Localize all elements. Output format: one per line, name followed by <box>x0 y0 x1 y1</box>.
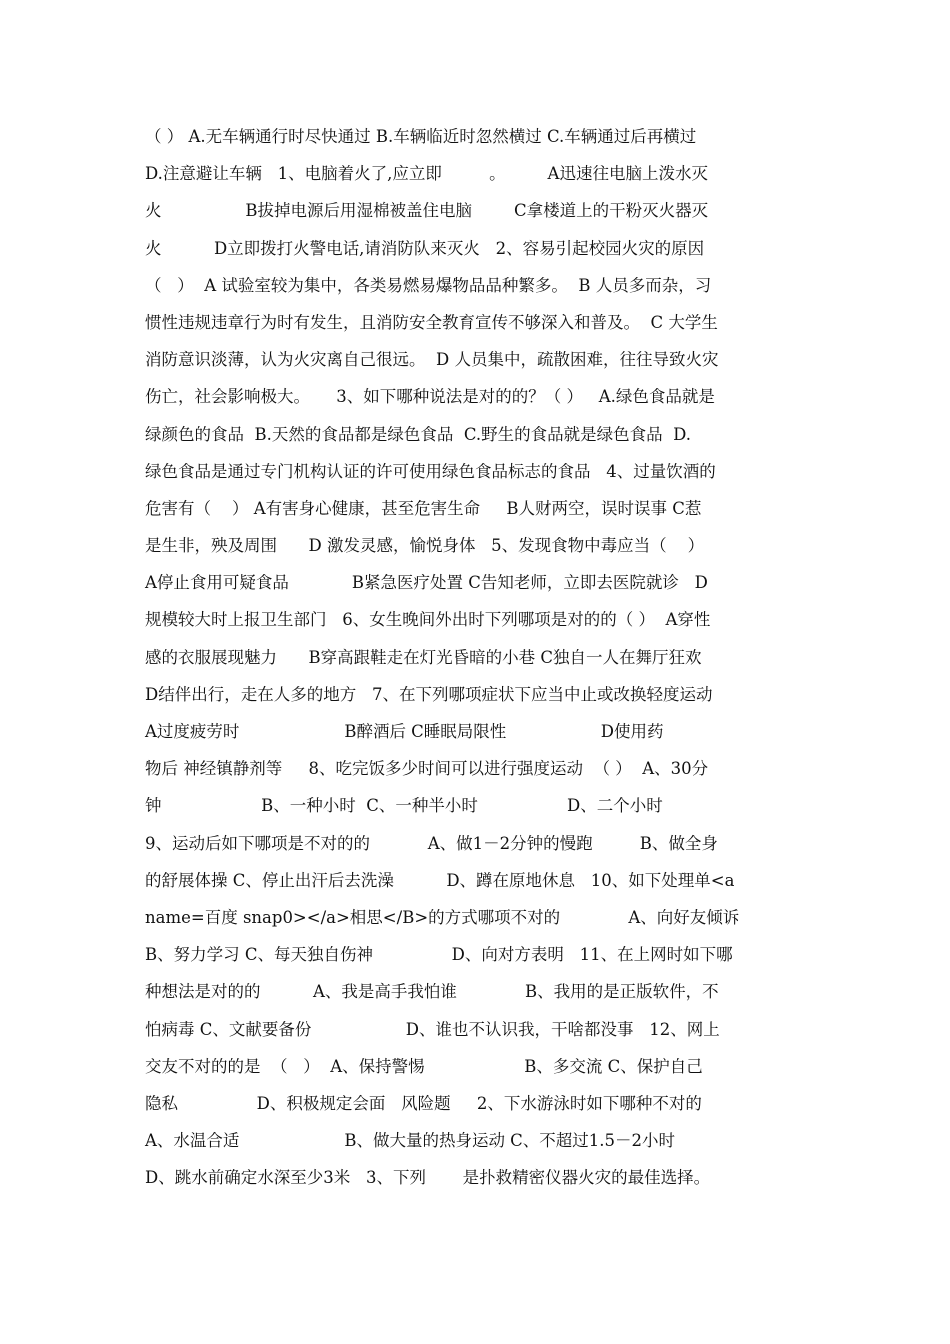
text-line: 规模较大时上报卫生部门 6、女生晚间外出时下列哪项是对的的（ ） A穿性 <box>145 610 711 630</box>
text-line: （ ） A.无车辆通行时尽快通过 B.车辆临近时忽然横过 C.车辆通过后再横过 <box>145 127 697 146</box>
text-line: 9、运动后如下哪项是不对的的 A、做1－2分钟的慢跑 B、做全身 <box>145 833 718 853</box>
text-line: 危害有（ ） A有害身心健康，甚至危害生命 B人财两空，误时误事 C惹 <box>145 498 702 518</box>
text-line: D结伴出行，走在人多的地方 7、在下列哪项症状下应当中止或改换轻度运动 <box>145 684 713 704</box>
text-line: 种想法是对的的 A、我是高手我怕谁 B、我用的是正版软件，不 <box>145 982 719 1002</box>
text-line: name=百度 snap0></a>相思</B>的方式哪项不对的 A、向好友倾诉 <box>145 907 740 927</box>
text-line: 怕病毒 C、文献要备份 D、谁也不认识我，干啥都没事 12、网上 <box>145 1019 720 1039</box>
text-line: 绿色食品是通过专门机构认证的许可使用绿色食品标志的食品 4、过量饮酒的 <box>145 461 716 481</box>
text-line: 绿颜色的食品 B.天然的食品都是绿色食品 C.野生的食品就是绿色食品 D. <box>145 424 692 444</box>
text-line: 钟 B、一种小时 C、一种半小时 D、二个小时 <box>145 796 663 816</box>
text-line: A停止食用可疑食品 B紧急医疗处置 C告知老师，立即去医院就诊 D <box>145 573 708 593</box>
text-line: 消防意识淡薄，认为火灾离自己很远。 D 人员集中，疏散困难，往往导致火灾 <box>145 350 719 370</box>
text-line: A过度疲劳时 B醉酒后 C睡眠局限性 D使用药 <box>145 722 664 741</box>
text-line: 伤亡，社会影响极大。 3、如下哪种说法是对的的？（ ） A.绿色食品就是 <box>145 387 715 407</box>
text-line: B、努力学习 C、每天独自伤神 D、向对方表明 11、在上网时如下哪 <box>145 945 733 965</box>
text-line: D、跳水前确定水深至少3米 3、下列 是扑救精密仪器火灾的最佳选择。 <box>145 1168 711 1188</box>
text-line: 的舒展体操 C、停止出汗后去洗澡 D、蹲在原地休息 10、如下处理单<a <box>145 870 735 890</box>
text-line: D.注意避让车辆 1、电脑着火了,应立即 。 A迅速往电脑上泼水灭 <box>145 164 708 184</box>
text-line: 惯性违规违章行为时有发生，且消防安全教育宣传不够深入和普及。 C 大学生 <box>145 312 718 332</box>
text-line: 物后 神经镇静剂等 8、吃完饭多少时间可以进行强度运动 （ ） A、30分 <box>145 759 709 779</box>
text-line: （ ） A 试验室较为集中，各类易燃易爆物品品种繁多。 B 人员多而杂，习 <box>145 275 712 295</box>
text-line: 火 D立即拨打火警电话,请消防队来灭火 2、容易引起校园火灾的原因 <box>145 238 705 258</box>
body-text <box>145 118 810 1196</box>
text-line: 是生非，殃及周围 D 激发灵感，愉悦身体 5、发现食物中毒应当（ ） <box>145 536 705 556</box>
text-line: A、水温合适 B、做大量的热身运动 C、不超过1.5－2小时 <box>145 1131 676 1151</box>
text-line: 火 B拔掉电源后用湿棉被盖住电脑 C拿楼道上的干粉灭火器灭 <box>145 201 709 221</box>
text-line: 交友不对的的是 （ ） A、保持警惕 B、多交流 C、保护自己 <box>145 1056 703 1076</box>
text-line: 感的衣服展现魅力 B穿高跟鞋走在灯光昏暗的小巷 C独自一人在舞厅狂欢 <box>145 647 702 667</box>
text-line: 隐私 D、积极规定会面 风险题 2、下水游泳时如下哪种不对的 <box>145 1093 702 1113</box>
